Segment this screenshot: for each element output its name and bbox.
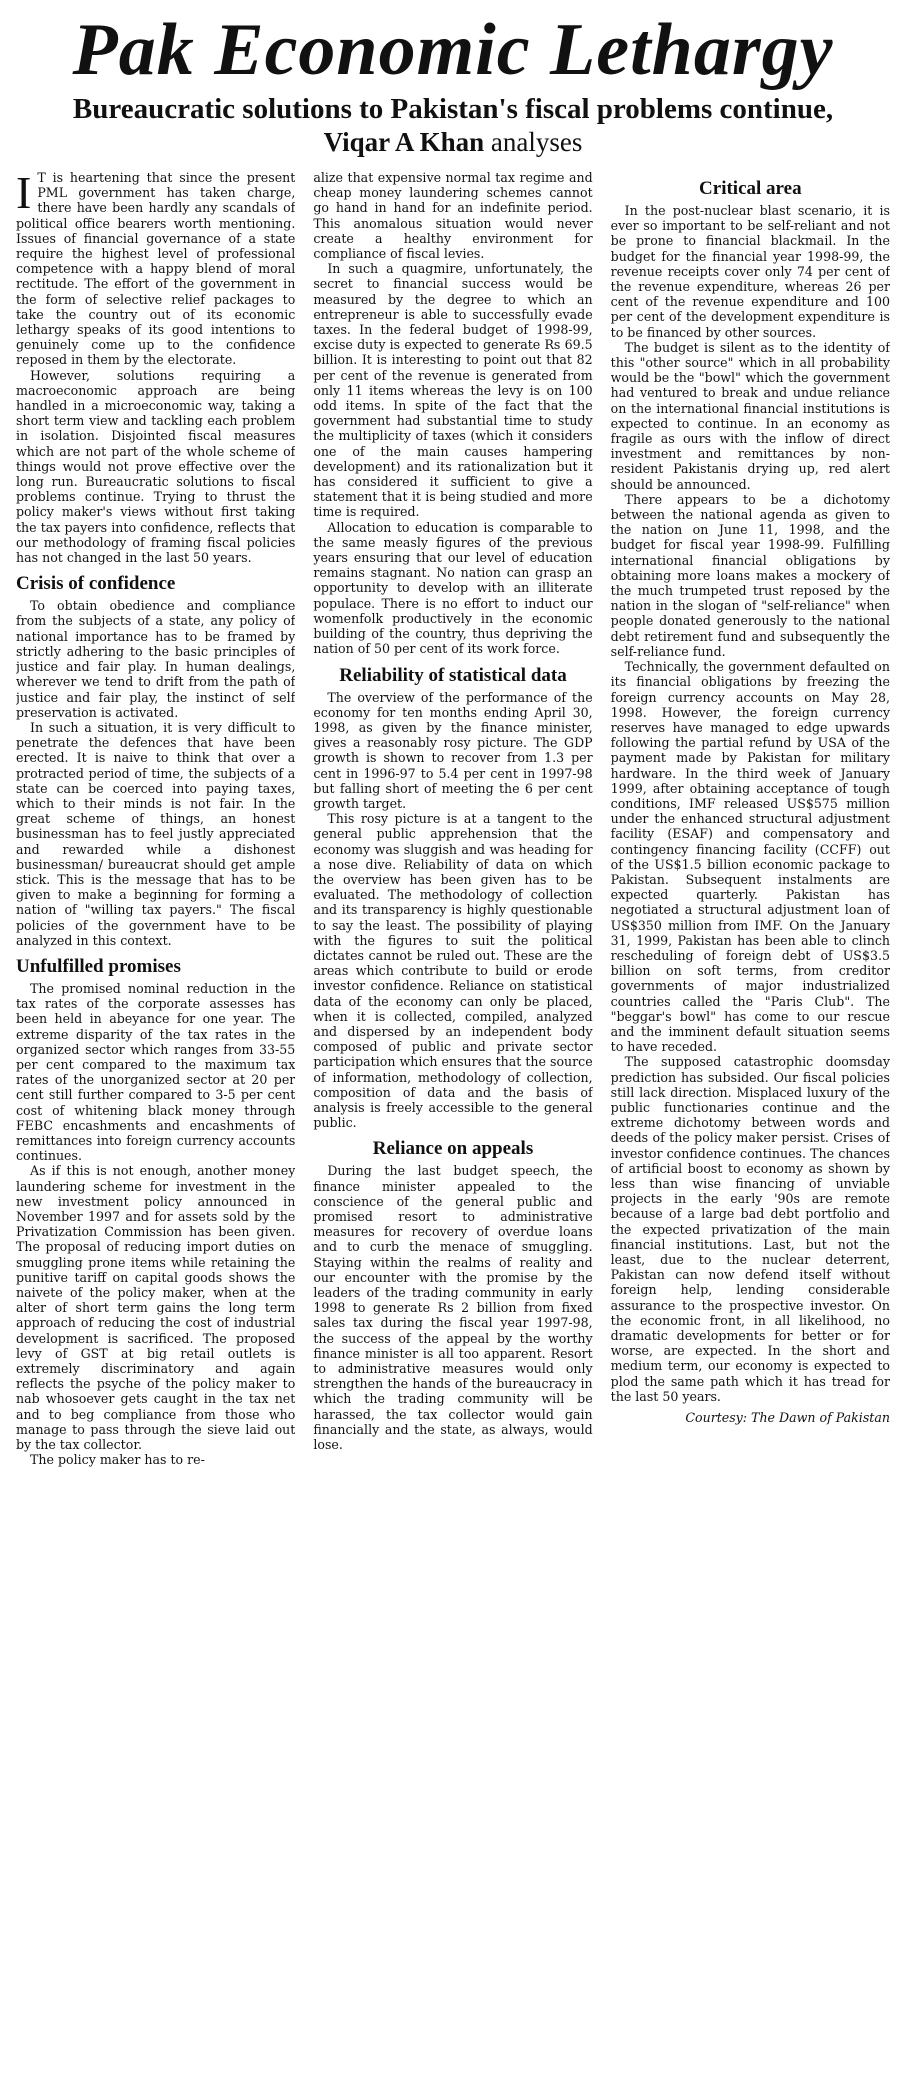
paragraph bbox=[16, 170, 295, 368]
paragraph: In such a situation, it is very difficult to penetrate the defences that have been erected. It is naive to think that over a protracted period of time, the subjects of a state can be coerced into paying taxes, which to their minds is not fair. In the great scheme of things, an honest businessman has to feel justly appreciated and rewarded while a dishonest businessman/ bureaucrat should get ample stick. This is the message that has to be given to make a beginning for forming a nation of "willing tax payers." The fiscal policies of the government have to be analyzed in this context. bbox=[16, 719, 296, 948]
paragraph: There appears to be a dichotomy between the national agenda as given to the nation on June 11, 1998, and the budget for fiscal year 1998-99. Fulfilling international financial obligations by obtaining more loans makes a mockery of the much trumpeted trust reposed by the nation in the slogan of "self-reliance" when people donated generously to the national debt retirement fund and subsequently the self-reliance fund. bbox=[610, 491, 890, 659]
column-1 bbox=[16, 170, 295, 2070]
column-3 bbox=[611, 170, 890, 2070]
headline: Pak Economic Lethargy bbox=[72, 9, 834, 91]
article-body bbox=[12, 170, 894, 2070]
newspaper-page bbox=[0, 8, 906, 2099]
section-heading: Crisis of confidence bbox=[16, 573, 176, 595]
column-2 bbox=[313, 170, 592, 2070]
paragraph: The overview of the performance of the economy for ten months ending April 30, 1998, as given by the finance minister, gives a reasonably rosy picture. The GDP growth is shown to recover from 1.3 per cent in 1996-97 to 5.4 per cent in 1997-98 but falling short of meeting the 6 per cent growth target. bbox=[313, 689, 593, 811]
section-heading: Critical area bbox=[699, 178, 802, 199]
courtesy-credit: Courtesy: The Dawn of Pakistan bbox=[685, 1410, 890, 1426]
paragraph: Technically, the government defaulted on its financial obligations by freezing the foreign currency accounts on May 28, 1998. However, the foreign currency reserves have managed to edge upwards following the partial refund by USA of the payment made by Pakistan for military hardware. In the third week of January 1999, after obtaining acceptance of tough conditions, IMF released US$575 million under the enhanced structural adjustment facility (ESAF) and compensatory and contingency financing facility (CCFF) out of the US$1.5 billion economic package to Pakistan. Subsequent instalments are expected quarterly. Pakistan has negotiated a structural adjustment loan of US$350 million from IMF. On the January 31, 1999, Pakistan has been able to clinch rescheduling of foreign debt of US$3.5 billion on soft terms, from creditor governments of major industrialized countries called the "Paris Club". The "beggar's bowl" has come to our rescue and the imminent default situation seems to have receded. bbox=[610, 659, 890, 1055]
paragraph: In the post-nuclear blast scenario, it is ever so important to be self-reliant and not be prone to financial blackmail. In the budget for the financial year 1998-99, the revenue receipts cover only 74 per cent of the revenue expenditure, whereas 26 per cent of the revenue expenditure and 100 per cent of the development expenditure is to be financed by other sources. bbox=[610, 203, 890, 340]
paragraph: In such a quagmire, unfortunately, the secret to financial success would be measured by the degree to which an entrepreneur is able to successfully evade taxes. In the federal budget of 1998-99, excise duty is expected to generate Rs 69.5 billion. It is interesting to point out that 82 per cent of the revenue is generated from only 11 items whereas the levy is on 100 odd items. In spite of the fact that the government had substantial time to study the multiplicity of taxes (which it considers one of the main causes hampering development) and its rationalization but it has considered it sufficient to give a statement that it is being studied and more time is required. bbox=[313, 261, 593, 520]
byline bbox=[12, 126, 894, 158]
paragraph: Allocation to education is comparable to the same measly figures of the previous years ensuring that our level of education remains stagnant. No nation can grasp an opportunity to develop with an illiterate populace. There is no effort to induct our womenfolk productively in the economic building of the country, thus depriving the nation of 50 per cent of its work force. bbox=[313, 519, 593, 657]
section-heading: Unfulfilled promises bbox=[16, 955, 181, 977]
paragraph: The supposed catastrophic doomsday prediction has subsided. Our fiscal policies still lack direction. Misplaced luxury of the public functionaries continue and the extreme dichotomy between words and deeds of the policy maker persist. Crises of investor confidence continues. The chances of artificial boost to economy as shown by less than wise financing of unviable projects in the early '90s are remote because of a large bad debt portfolio and the expected privatization of the main financial institutions. Last, but not the least, due to the nuclear deterrent, Pakistan can now defend itself without foreign help, lending considerable assurance to the prospective investor. On the economic front, in all likelihood, no dramatic developments for better or for worse, are expected. In the short and medium term, our economy is expected to plod the same path which it has tread for the last 50 years. bbox=[610, 1054, 890, 1404]
drop-cap: I bbox=[16, 170, 32, 218]
paragraph: However, solutions requiring a macroeconomic approach are being handled in a microeconomic way, taking a short term view and tackling each problem in isolation. Disjointed fiscal measures which are not part of the whole scheme of things would not prove effective over the long run. Bureaucratic solutions to fiscal problems continue. Trying to thrust the policy maker's views without first taking the tax payers into confidence, reflects that our methodology of framing fiscal policies has not changed in the last 50 years. bbox=[16, 367, 296, 566]
section-heading: Reliability of statistical data bbox=[339, 664, 567, 686]
paragraph: The policy maker has to re- bbox=[30, 1452, 205, 1468]
paragraph: The budget is silent as to the identity of this "other source" which in all probability would be the "bowl" which the government had ventured to break and undue reliance on the international financial institutions is expected to continue. In an economy as fragile as ours with the inflow of direct investment and remittances by non-resident Pakistanis drying up, red alert should be announced. bbox=[610, 339, 890, 492]
paragraph: The promised nominal reduction in the tax rates of the corporate assesses has been held in abeyance for one year. The extreme disparity of the tax rates in the organized sector which ranges from 33-55 per cent compared to the maximum tax rates of the unorganized sector at 20 per cent still further compared to 3-5 per cent cost of whitening black money through FEBC encashments and encashments of remittances into foreign currency accounts continues. bbox=[16, 980, 296, 1164]
subheadline: Bureaucratic solutions to Pakistan's fiscal problems continue, bbox=[72, 93, 834, 125]
paragraph: To obtain obedience and compliance from the subjects of a state, any policy of national importance has to be framed by strictly adhering to the basic principles of justice and fair play. In human dealings, wherever we tend to drift from the path of justice and fair play, the instinct of self preservation is activated. bbox=[16, 598, 296, 720]
paragraph: As if this is not enough, another money laundering scheme for investment in the new investment policy announced in November 1997 and for assets sold by the Privatization Commission has been given. The proposal of reducing import duties on smuggling prone items while retaining the punitive tariff on capital goods shows the naivete of the policy maker, when at the alter of short term gains the long term approach of reducing the cost of industrial development is sacrificed. The proposed levy of GST at big retail outlets is extremely discriminatory and again reflects the psyche of the policy maker to nab whosoever gets caught in the tax net and to beg compliance from those who manage to pass through the sieve laid out by the tax collector. bbox=[16, 1163, 296, 1453]
byline-author: Viqar A Khan bbox=[323, 127, 485, 157]
paragraph: alize that expensive normal tax regime and cheap money laundering schemes cannot go hand in hand for an indefinite period. This anomalous situation would never create a healthy environment for compliance of fiscal levies. bbox=[313, 170, 593, 262]
paragraph: During the last budget speech, the finance minister appealed to the conscience of the general public and promised resort to administrative measures for recovery of overdue loans and to curb the menace of smuggling. Staying within the realms of reality and our encounter with the promise by the leaders of the trading community in early 1998 to generate Rs 2 billion from fixed sales tax during the fiscal year 1997-98, the success of the appeal by the worthy finance minister is all too apparent. Resort to administrative measures would only strengthen the hands of the bureaucracy in which the trading community will be harassed, the tax collector would gain financially and the state, as always, would lose. bbox=[313, 1163, 593, 1453]
paragraph-text: T is heartening that since the present PML government has taken charge, there have been hardly any scandals of political office bearers worth mentioning. Issues of financial governance of a state require the highest level of professional competence with a happy blend of moral rectitude. The effort of the government in the form of selective relief packages to take the country out of its economic lethargy speaks of its good intentions to genuinely come up to the confidence reposed in them by the electorate. bbox=[16, 170, 296, 368]
byline-suffix: analyses bbox=[490, 127, 583, 157]
section-heading: Reliance on appeals bbox=[372, 1138, 534, 1160]
paragraph: This rosy picture is at a tangent to the general public apprehension that the economy was sluggish and was heading for a nose dive. Reliability of data on which the overview has been given has to be evaluated. The methodology of collection and its transparency is highly questionable to say the least. The possibility of playing with the figures to suit the political dictates cannot be ruled out. These are the areas which contribute to build or erode investor confidence. Reliance on statistical data of the economy can only be placed, when it is collected, compiled, analyzed and dispersed by an independent body composed of public and private sector participation which ensures that the source of information, methodology of collection, composition of data and the basis of analysis is freely accessible to the general public. bbox=[313, 811, 593, 1131]
